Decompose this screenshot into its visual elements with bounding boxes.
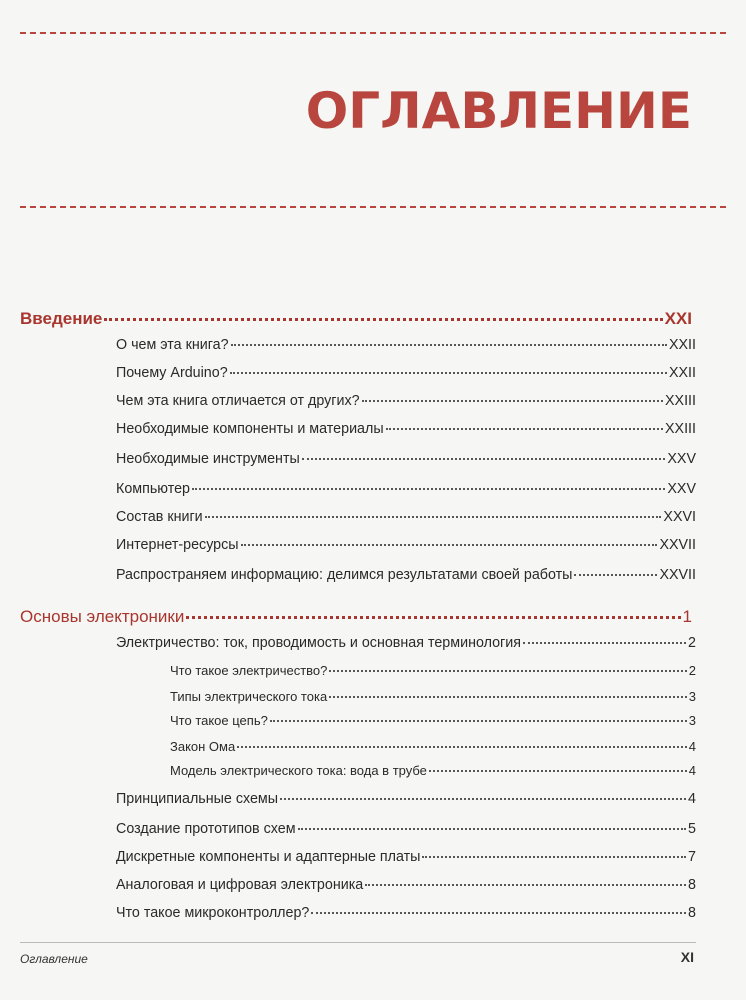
toc-dot-leader bbox=[523, 642, 686, 644]
toc-entry[interactable] bbox=[116, 481, 696, 497]
toc-dot-leader bbox=[329, 696, 687, 698]
toc-entry-page: XXVII bbox=[659, 567, 696, 583]
toc-entry-label: Состав книги bbox=[116, 509, 203, 525]
toc-entry-page: XXIII bbox=[665, 393, 696, 409]
toc-entry-page: XXVII bbox=[659, 537, 696, 553]
toc-dot-leader bbox=[386, 428, 663, 430]
toc-entry-label: Что такое микроконтроллер? bbox=[116, 905, 310, 921]
toc-entry[interactable] bbox=[20, 309, 692, 329]
toc-entry-label: Компьютер bbox=[116, 481, 190, 497]
toc-entry-page: XXII bbox=[668, 337, 696, 353]
footer-section-name: Оглавление bbox=[20, 952, 88, 966]
toc-entry-label: Создание прототипов схем bbox=[116, 821, 296, 837]
toc-entry-page: XXI bbox=[664, 309, 692, 328]
toc-entry-page: XXIII bbox=[665, 421, 696, 437]
toc-entry[interactable] bbox=[170, 663, 696, 678]
bottom-dashed-rule bbox=[20, 206, 726, 208]
toc-dot-leader bbox=[230, 372, 667, 374]
toc-entry-label: Введение bbox=[20, 309, 103, 328]
toc-entry-label: Основы электроники bbox=[20, 607, 185, 626]
toc-entry-page: 3 bbox=[688, 713, 696, 728]
toc-entry-page: XXVI bbox=[663, 509, 696, 525]
toc-entry[interactable] bbox=[116, 451, 696, 467]
toc-entry-label: Необходимые инструменты bbox=[116, 451, 300, 467]
toc-dot-leader bbox=[280, 798, 686, 800]
toc-entry[interactable] bbox=[116, 365, 696, 381]
toc-dot-leader bbox=[298, 828, 687, 830]
toc-entry-page: XXV bbox=[667, 451, 696, 467]
toc-entry-label: Распространяем информацию: делимся результатами своей работы bbox=[116, 567, 573, 583]
toc-entry[interactable] bbox=[170, 763, 696, 778]
toc-entry-page: 5 bbox=[688, 821, 696, 837]
toc-entry[interactable] bbox=[116, 877, 696, 893]
toc-entry-label: Аналоговая и цифровая электроника bbox=[116, 877, 364, 893]
toc-dot-leader bbox=[302, 458, 666, 460]
toc-entry-label: Модель электрического тока: вода в трубе bbox=[170, 763, 427, 778]
toc-entry-page: 3 bbox=[688, 689, 696, 704]
toc-entry-label: Что такое электричество? bbox=[170, 663, 328, 678]
toc-dot-leader bbox=[362, 400, 663, 402]
toc-entry-page: XXII bbox=[668, 365, 696, 381]
toc-dot-leader bbox=[329, 670, 686, 672]
toc-entry-label: Принципиальные схемы bbox=[116, 791, 279, 807]
toc-entry[interactable] bbox=[116, 791, 696, 807]
toc-entry-page: 7 bbox=[688, 849, 696, 865]
toc-entry[interactable] bbox=[20, 607, 692, 627]
footer-rule bbox=[20, 942, 696, 943]
toc-entry[interactable] bbox=[116, 537, 696, 553]
toc-entry-page: 2 bbox=[688, 663, 696, 678]
toc-dot-leader bbox=[192, 488, 665, 490]
toc-entry[interactable] bbox=[116, 337, 696, 353]
toc-entry-label: Электричество: ток, проводимость и основная терминология bbox=[116, 635, 521, 651]
toc-entry-page: 8 bbox=[688, 877, 696, 893]
top-dashed-rule bbox=[20, 32, 726, 34]
page-title: ОГЛАВЛЕНИЕ bbox=[305, 82, 692, 140]
toc-entry-page: 4 bbox=[688, 739, 696, 754]
toc-entry[interactable] bbox=[116, 849, 696, 865]
toc-dot-leader bbox=[422, 856, 686, 858]
toc-entry-page: 8 bbox=[688, 905, 696, 921]
toc-entry-label: О чем эта книга? bbox=[116, 337, 229, 353]
toc-entry-label: Необходимые компоненты и материалы bbox=[116, 421, 384, 437]
toc-entry-label: Закон Ома bbox=[170, 739, 236, 754]
toc-dot-leader bbox=[186, 616, 680, 619]
toc-entry-label: Чем эта книга отличается от других? bbox=[116, 393, 360, 409]
toc-entry-label: Интернет-ресурсы bbox=[116, 537, 239, 553]
toc-dot-leader bbox=[429, 770, 687, 772]
toc-dot-leader bbox=[205, 516, 662, 518]
toc-entry[interactable] bbox=[116, 567, 696, 583]
toc-entry-page: 2 bbox=[688, 635, 696, 651]
toc-entry[interactable] bbox=[116, 905, 696, 921]
toc-entry-page: 1 bbox=[682, 607, 692, 626]
toc-entry[interactable] bbox=[170, 739, 696, 754]
toc-dot-leader bbox=[231, 344, 667, 346]
toc-entry[interactable] bbox=[116, 393, 696, 409]
toc-dot-leader bbox=[270, 720, 687, 722]
toc-entry-page: 4 bbox=[688, 791, 696, 807]
toc-dot-leader bbox=[574, 574, 657, 576]
toc-dot-leader bbox=[237, 746, 687, 748]
footer-page-number: XI bbox=[680, 949, 694, 965]
toc-dot-leader bbox=[241, 544, 658, 546]
toc-entry-label: Типы электрического тока bbox=[170, 689, 328, 704]
toc-entry[interactable] bbox=[116, 821, 696, 837]
toc-entry[interactable] bbox=[116, 635, 696, 651]
toc-entry[interactable] bbox=[170, 713, 696, 728]
toc-entry[interactable] bbox=[170, 689, 696, 704]
toc-entry[interactable] bbox=[116, 421, 696, 437]
toc-entry-label: Почему Arduino? bbox=[116, 365, 228, 381]
toc-entry-page: 4 bbox=[688, 763, 696, 778]
toc-entry-label: Что такое цепь? bbox=[170, 713, 268, 728]
toc-entry-page: XXV bbox=[667, 481, 696, 497]
toc-dot-leader bbox=[365, 884, 686, 886]
toc-entry[interactable] bbox=[116, 509, 696, 525]
toc-dot-leader bbox=[104, 318, 662, 321]
toc-entry-label: Дискретные компоненты и адаптерные платы bbox=[116, 849, 421, 865]
toc-dot-leader bbox=[311, 912, 686, 914]
